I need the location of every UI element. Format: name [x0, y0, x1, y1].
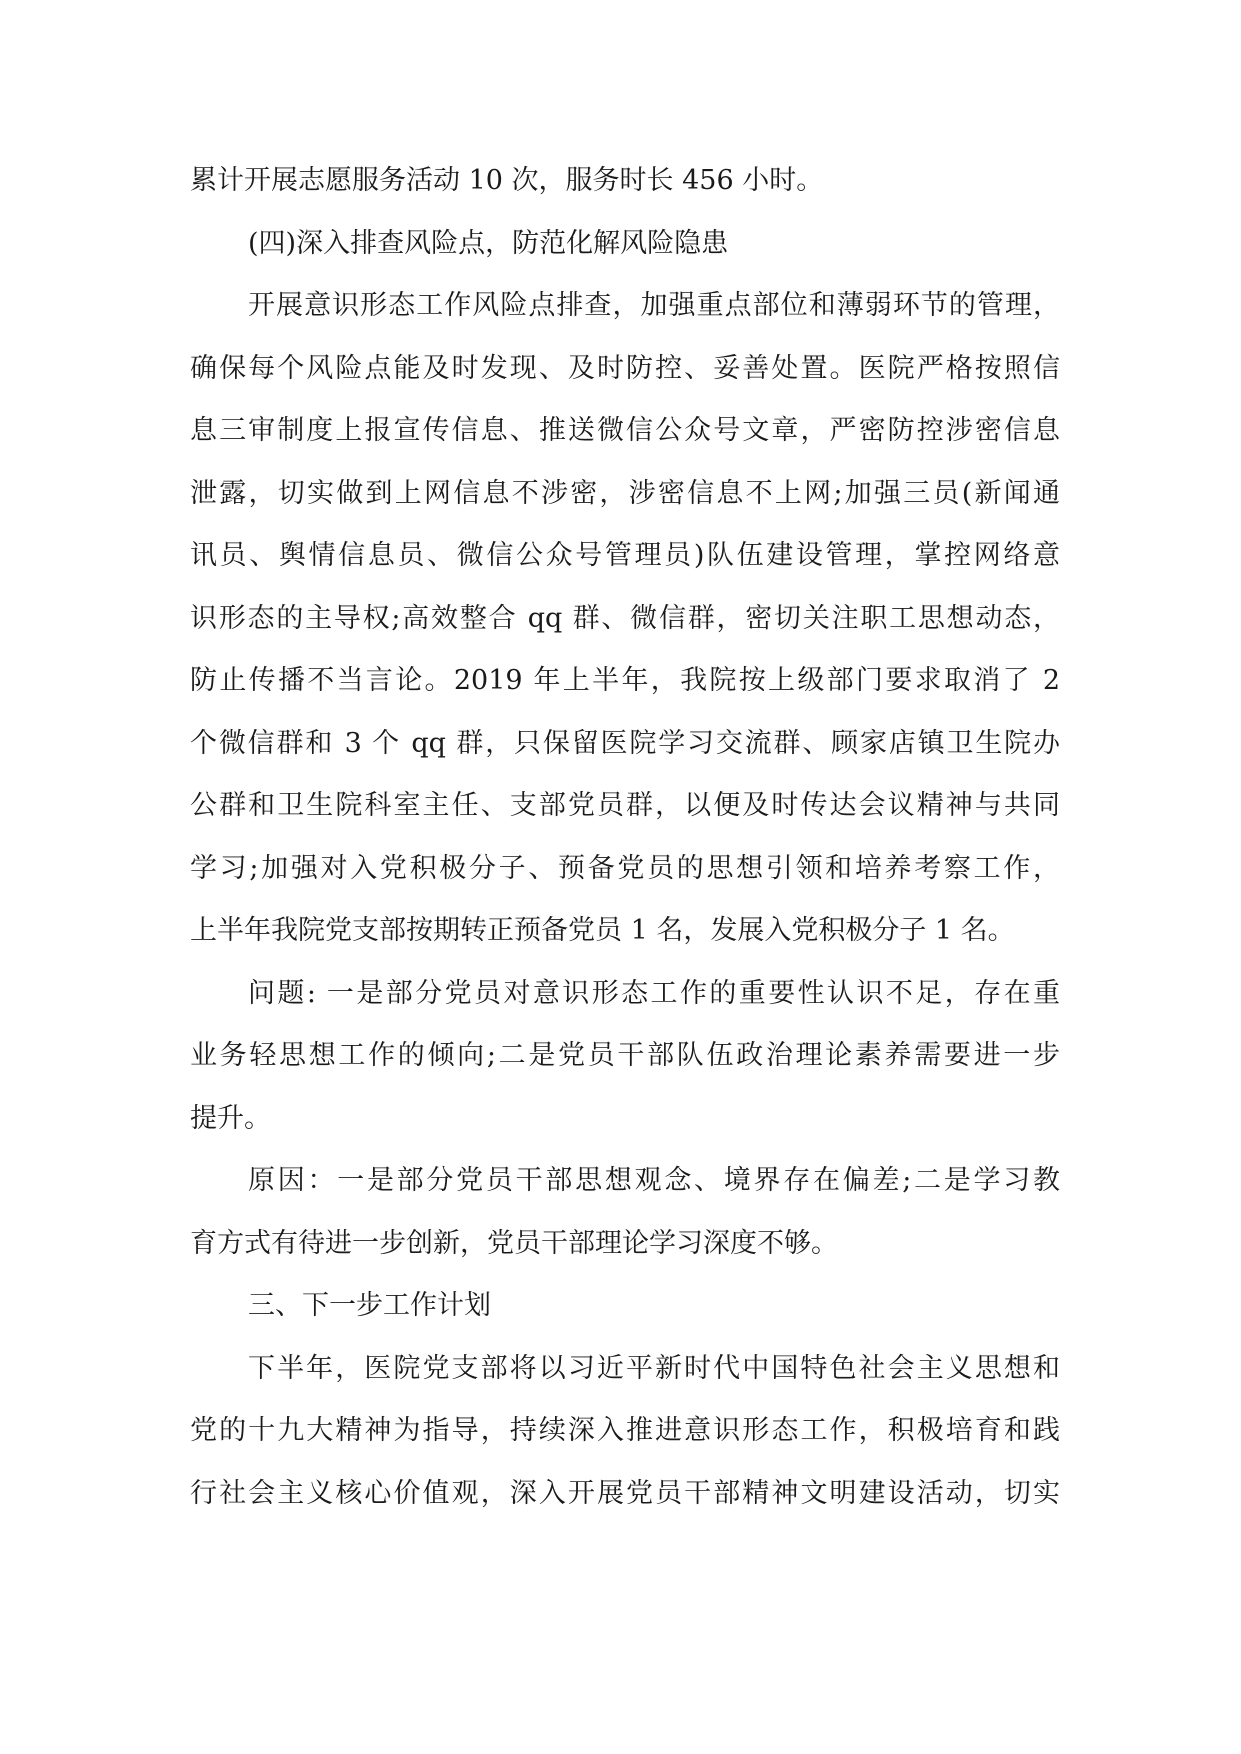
text-line: 党的十九大精神为指导，持续深入推进意识形态工作，积极培育和践 [190, 1415, 1060, 1446]
text-line: 业务轻思想工作的倾向;二是党员干部队伍政治理论素养需要进一步 [190, 1040, 1060, 1071]
text-line: 个微信群和 3 个 qq 群，只保留医院学习交流群、顾家店镇卫生院办 [190, 727, 1060, 759]
text-line: 育方式有待进一步创新，党员干部理论学习深度不够。 [190, 1227, 838, 1259]
text-line: 问题: 一是部分党员对意识形态工作的重要性认识不足，存在重 [248, 977, 1060, 1009]
text-line: 确保每个风险点能及时发现、及时防控、妥善处置。医院严格按照信 [190, 352, 1060, 384]
text-line: 息三审制度上报宣传信息、推送微信公众号文章，严密防控涉密信息 [190, 415, 1060, 446]
section-heading: 三、下一步工作计划 [248, 1290, 491, 1321]
document-body [190, 150, 1060, 1525]
text-line: 累计开展志愿服务活动 10 次，服务时长 456 小时。 [190, 165, 824, 196]
text-line: 防止传播不当言论。2019 年上半年，我院按上级部门要求取消了 2 [190, 665, 1060, 696]
text-line: 上半年我院党支部按期转正预备党员 1 名，发展入党积极分子 1 名。 [190, 915, 1015, 946]
section-heading: (四)深入排查风险点，防范化解风险隐患 [248, 227, 729, 259]
text-line: 泄露，切实做到上网信息不涉密，涉密信息不上网;加强三员(新闻通 [190, 477, 1060, 509]
text-line: 公群和卫生院科室主任、支部党员群，以便及时传达会议精神与共同 [190, 790, 1060, 821]
text-line: 学习;加强对入党积极分子、预备党员的思想引领和培养考察工作， [190, 852, 1060, 884]
text-line: 识形态的主导权;高效整合 qq 群、微信群，密切关注职工思想动态， [190, 602, 1060, 634]
text-line: 提升。 [190, 1102, 271, 1134]
text-line: 开展意识形态工作风险点排查，加强重点部位和薄弱环节的管理， [248, 290, 1060, 321]
text-line: 原因：一是部分党员干部思想观念、境界存在偏差;二是学习教 [248, 1165, 1060, 1196]
text-line: 行社会主义核心价值观，深入开展党员干部精神文明建设活动，切实 [190, 1477, 1060, 1509]
text-line: 下半年，医院党支部将以习近平新时代中国特色社会主义思想和 [248, 1352, 1060, 1384]
text-line: 讯员、舆情信息员、微信公众号管理员)队伍建设管理，掌控网络意 [190, 540, 1060, 571]
